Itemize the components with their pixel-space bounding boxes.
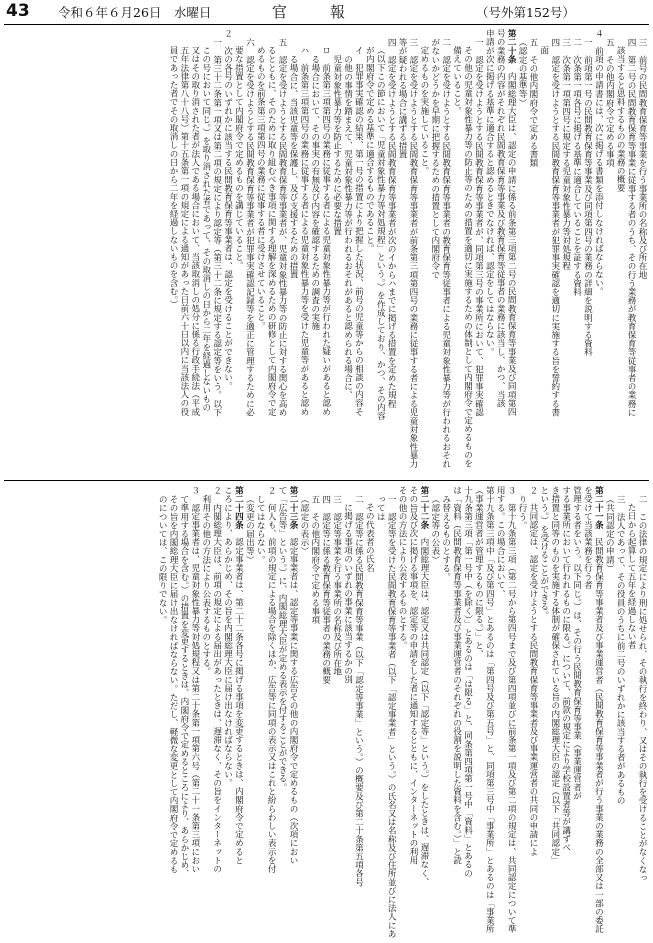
text-line: 四 認定を受けようとする民間教育保育等事業者が次のイからハまでに掲げる措置を定めた規程	[386, 37, 397, 408]
text-line: 一 認定を受けようとする民間教育保育等事業者が、同項第三号の事業所において、犯罪事実確認	[473, 37, 484, 416]
text-line: 第十九条第三項中「及び第四号」とあるのは「第四号及び第五号」と、同項第三号中「事業所」とあるのは「事業所（事業運営者が管理するものに限る。）」と、	[473, 486, 495, 934]
page-header	[0, 0, 653, 26]
text-line: 三 次条第一項第四号に規定する児童対象性暴力等対処規程	[560, 37, 571, 270]
text-line: 要な措置として内閣府令で定めるものを講じていること。	[233, 46, 244, 270]
text-line: めるものを前条第三項第四号の業務に従事する者に受けさせていること。	[255, 46, 266, 330]
text-line: （認定等の公表）	[429, 494, 440, 564]
article-number: 第二十三条	[288, 486, 298, 529]
text-line: て準用する場合を含む。）の措置を変更するときは、内閣府令で定めるところにより、あらかじめ、	[178, 494, 189, 878]
text-line: 第二十三条 認定事業者は、認定等事業に関する広告その他の内閣府令で定めるもの（次項におい	[288, 486, 298, 865]
text-line: その他の方法により公表するものとする。	[397, 486, 408, 650]
text-line: 三 前号の民間教育保育等事業を行う事業所の名称及び所在地	[637, 37, 647, 279]
text-line: その他の児童対象性暴力等の防止等のための措置を適切に実施するための体制として内閣府令で定めるものを備えていること。	[451, 46, 473, 468]
text-line: 号の業務の内容がそれぞれ民間教育保育等事業及び教育保育等従事者の業務に該当し、かつ、当該	[495, 29, 506, 408]
gazette-title: 官 報	[272, 3, 360, 21]
text-line: き措置と同等のものを実施する体制が確保されている旨の内閣総理大臣の認定（以下「共同認定」	[549, 486, 560, 865]
text-line: 六 認定を受けようとする民間教育保育等事業者が犯罪事実確認記録等を適正に管理するために必	[244, 37, 255, 416]
issue-number: （号外第152号）	[476, 5, 575, 20]
text-line: た日から起算して五年を経過しない者	[626, 503, 637, 650]
text-line: 四 認定等に係る教育保育等従事者の業務の概要	[320, 494, 331, 684]
text-line: 又はその取り消された者が法人である場合において、当該取消しの処分に係る行政手続法（平成	[189, 46, 200, 416]
text-line: 三 認定を受けようとする民間教育保育等事業者が前条第三項第四号の業務に従事する者による児童対象性暴力等が疑われる場合に講ずる措置	[397, 37, 418, 468]
lower-text-block	[6, 486, 647, 938]
text-line: その旨及び次に掲げる事項を、認定等の申請をした者に通知するとともに、インターネットの利用	[407, 486, 418, 865]
text-line: （認定の表示）	[298, 494, 309, 555]
text-line: ２ 共同認定は、認定を受けようとする民間教育保育等事業者及び事業運営者の共同の申請によ	[527, 486, 538, 856]
text-line: ２ 内閣総理大臣は、前項の規定による届出があったときは、遅滞なく、その旨をインターネットの	[211, 486, 222, 873]
header-rule	[4, 24, 649, 25]
text-line: り行う。	[517, 494, 528, 529]
text-line: ころにより、あらかじめ、その旨を内閣総理大臣に届け出なければならない。	[222, 486, 233, 787]
text-line: 二 認定等に係る民間教育保育等事業（以下「認定等事業」という。）の概要及び第二十条第五項各号	[353, 494, 364, 886]
text-line: この号において同じ。）を取り消された者であって、その取消しの日から二年を経過しないもの	[200, 46, 211, 412]
text-line: 二 この法律の規定により刑に処せられ、その執行を終わり、又はその執行を受けることがなくなっ	[637, 494, 647, 882]
page-number: 43	[6, 1, 30, 21]
text-line: ロ 前条第三項第四号の業務に従事する者による児童対象性暴力等が行われた疑いがあると認め	[320, 46, 331, 416]
text-line: 三 認定等事業を行う事業所の名称及び所在地	[331, 494, 342, 676]
text-line: が内閣府令で定める基準に適合するものであること。	[364, 46, 375, 253]
text-line: ハ 前条第三項第四号の業務に従事する者による児童対象性暴力等を受けた児童等があると認め	[298, 46, 309, 416]
text-line: 児童対象性暴力等を防止するために必要な措置	[331, 54, 342, 236]
text-line: 一 第三十二条第一項又は第二項の規定により認定等（第三十二条に規定する認定等をいう。以下	[211, 37, 222, 416]
text-line: 四 第二号の民間教育保育等事業に従事する者のうち、その行う業務が教育保育等従事者の業務に	[626, 37, 637, 416]
article-number: 第二十四条	[233, 486, 244, 529]
text-line: その代表者の氏名	[364, 503, 375, 572]
text-line: る場合において、その事実の有無及び内容を確認するための調査の実施	[309, 54, 320, 330]
text-line: 四 認定を受けようとする民間教育保育等事業者が犯罪事実確認を適切に実施する旨を誓約する書	[549, 37, 560, 416]
text-line: 員であった者でその取消しの日から二年を経過しないものを含む。）	[168, 46, 179, 309]
text-line: 定めるものを実施していること。	[418, 46, 429, 176]
text-line: み替えるものとする。	[440, 494, 451, 581]
text-line: の他の事情を踏まえて、児童対象性暴力等が行われるおそれがあると認められる場合に、	[342, 54, 353, 399]
text-line: （以下この節において「児童対象性暴力等対処規程」という。）を作成しており、かつ、その内容	[375, 46, 386, 421]
text-line: 二 次条第一項各号に掲げる基準に適合していることを証する資料	[571, 37, 582, 296]
text-line: 一 認定等を受けた民間教育保育等事業者（以下「認定事業者」という。）の氏名又は名称及び住所並びに法人にあっては	[375, 494, 397, 938]
text-line: るとともに、そのために取り組むべき事項に関する理解を深めるための研修として内閣府令で定	[266, 46, 277, 416]
text-line: ３ 認定事業者は、児童対象性暴力等対処規程又は第二十条第一項第六号（第二十一条第三項におい	[189, 486, 200, 873]
text-line: 第二十条 内閣総理大臣は、認定の申請に係る前条第三項第二号の民間教育保育等事業及び同項第四	[506, 29, 517, 417]
text-line: 第二十一条 民間教育保育等事業者及び事業運営者（民間教育保育等事業者が行う事業の業務の全部又は一部の委託を受けて当該業務を行う者	[582, 486, 604, 934]
text-line: 一 前項第一号の民間教育保育等事業及び同項第四号の業務の詳細を説明する資料	[582, 37, 593, 356]
text-line: その旨を内閣総理大臣に届け出なければならない。ただし、軽微な変更として内閣府令で定めるも	[168, 494, 179, 873]
text-line: 五年法律第八十八号）第十五条第一項の規定による通知があった日前六十日以内に当該法人の役	[178, 46, 189, 416]
text-line: ４ 前項の申請書には、次に掲げる書類を添付しなければならない。	[593, 29, 604, 296]
text-line: 二 認定を受けようとする民間教育保育等事業者の教育保育等従事者による児童対象性暴力等が行われるおそれがないかどうかを早期に把握するための措置として内閣府令で	[429, 37, 451, 468]
text-line: 利用その他の方法により公表するものとする。	[200, 494, 211, 676]
text-line: に掲げる事項のいずれの事業に該当するかの別	[342, 503, 353, 684]
article-number: 第二十一条	[593, 486, 604, 529]
text-line: 五 その他内閣府令で定める事項	[309, 494, 320, 624]
text-line: 十九条第三項「第一号中（を除く）」とあるのは「は限る」と、同条第四項第一号中「資料」とあるの	[462, 486, 473, 878]
text-line: イ 犯罪事実確認の結果、第一号の措置により把握した状況、前号の児童等からの相談の内容そ	[353, 46, 364, 416]
text-line: て「広告等」という。）に、内閣総理大臣が定める表示を付することができる。	[277, 486, 288, 792]
text-line: 五 その他内閣府令で定める事項	[604, 37, 615, 167]
text-line: 第二十四条 認定事業者は、第二十二条各号に掲げる事項を変更するときは、内閣府令で定めると	[233, 486, 244, 865]
text-line: （認定の基準等）	[517, 37, 528, 107]
text-line: する事業所において行われるものに限る。）について、前款の規定により学校設置者等が講ずべ	[560, 486, 571, 852]
text-line: という。）を受けることができる。	[538, 486, 549, 620]
text-line: ２ 何人も、前項の規定による場合を除くほか、広告等に同項の表示又はこれと紛らわしい表示を付	[266, 486, 277, 873]
text-line: は「資料（民間教育保育等事業者及び事業運営者のそれぞれの役割を説明した資料を含む。）」と読	[451, 486, 462, 865]
text-line: （共同認定の申請）	[604, 494, 615, 572]
text-line: 管理する者をいう。以下同じ。）は、その行う民間教育保育等事業（事業運営者が	[571, 486, 582, 800]
text-line: 五 認定を受けようとする民間教育保育等事業者が、児童対象性暴力等の防止に対する関心を高め	[277, 37, 288, 416]
text-line: 第二十二条 内閣総理大臣は、認定又は共同認定（以下「認定等」という。）をしたときは、遅滞なく、	[418, 486, 429, 886]
text-line: 五 その他内閣府令で定める書類	[527, 37, 538, 167]
text-line: 該当すると思料するものの業務の概要	[615, 46, 626, 193]
text-line: 三 法人であって、その役員のうちに前二号のいずれかに該当する者があるもの	[615, 494, 626, 805]
text-line: してはならない。	[255, 494, 266, 564]
text-line: る場合に、当該児童等を保護し、及び支援するための措置	[288, 54, 298, 279]
text-line: 申請が次に掲げる基準に適合すると認めるときでなければ、認定をしてはならない。	[484, 29, 495, 356]
upper-text-block	[6, 29, 647, 476]
text-line: （変更の届出等）	[244, 494, 255, 564]
article-number: 第二十条	[506, 29, 517, 64]
section-divider	[4, 480, 649, 481]
text-line: ２ 次の各号のいずれかに該当する民間教育保育等事業者は、認定を受けることができない。	[222, 29, 233, 391]
article-number: 第二十二条	[418, 486, 429, 529]
text-line: ３ 第十九条第三項（第二号から第四号まで及び第四項並びに前条第一項及び第二項の規定は、共同認定について準用する。この場合において、	[495, 486, 517, 934]
issue-date: 令和６年６月26日 水曜日	[58, 5, 212, 20]
text-line: 面	[538, 46, 549, 55]
text-line: のについては、この限りでない。	[157, 494, 168, 624]
